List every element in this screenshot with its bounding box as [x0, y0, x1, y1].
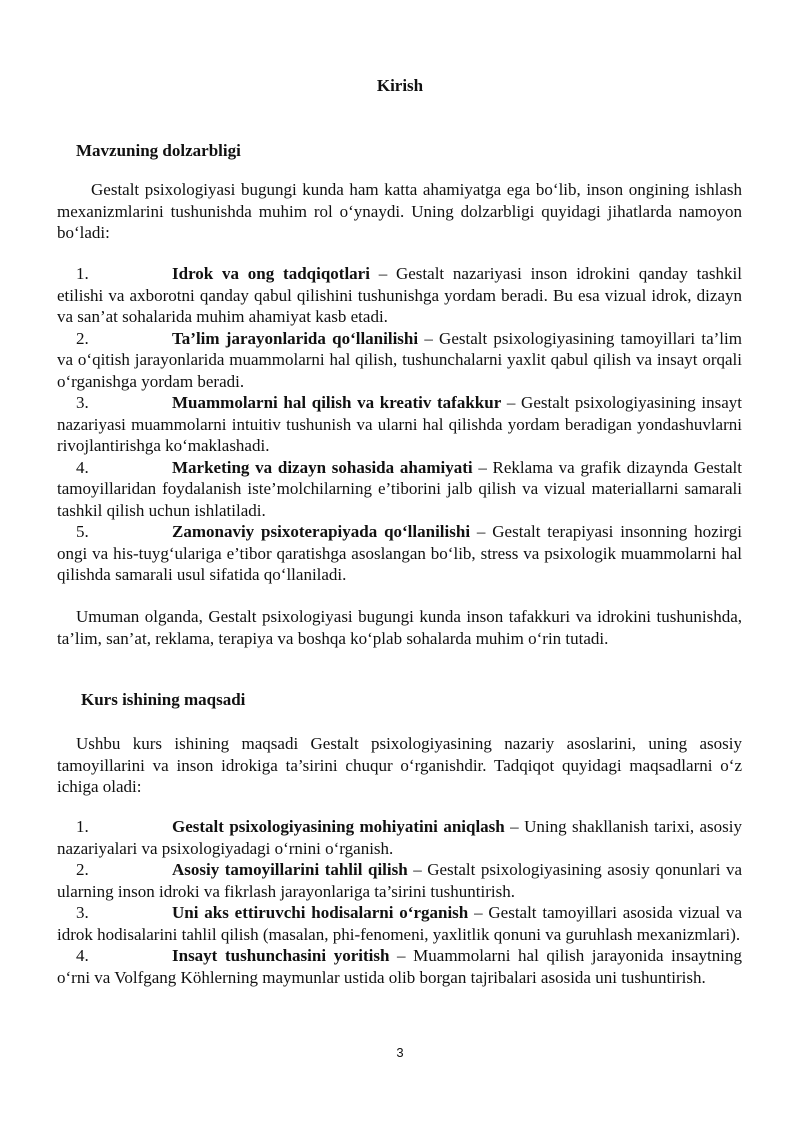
- list-item: [57, 521, 742, 586]
- list-item-text: – Gestalt psixologiyasining tamoyillari ta’lim va o‘qitish jarayonlarida muammolarni hal qilish, tushunchalarni yaxlit qabul qilish va insayt orqali o‘rganishga yordam beradi.: [57, 328, 742, 391]
- list-item: [57, 328, 742, 393]
- relevance-conclusion-paragraph: Umuman olganda, Gestalt psixologiyasi bugungi kunda inson tafakkuri va idrokini tushunishda, ta’lim, san’at, reklama, terapiya va boshqa ko‘plab sohalarda muhim o‘rin tutadi.: [57, 607, 742, 648]
- goal-intro-paragraph: Ushbu kurs ishining maqsadi Gestalt psixologiyasining nazariy asoslarini, uning asosiy tamoyillarini va inson idrokiga ta’sirini chuqur o‘rganishdir. Tadqiqot quyidagi maqsadlarni o‘z ichiga oladi:: [57, 734, 742, 796]
- list-item-bold: Muammolarni hal qilish va kreativ tafakkur: [172, 393, 502, 412]
- list-item-text: – Reklama va grafik dizaynda Gestalt tamoyillaridan foydalanish iste’molchilarning e’tiborini jalb qilish va vizual materiallarni samarali tashkil qilish uchun ishlatiladi.: [57, 457, 742, 520]
- list-item-number: 1.: [76, 264, 89, 283]
- goal-list: [57, 816, 742, 988]
- list-item-number: 4.: [76, 946, 89, 965]
- relevance-list: [57, 263, 742, 586]
- relevance-intro-paragraph: Gestalt psixologiyasi bugungi kunda ham katta ahamiyatga ega bo‘lib, inson ongining ishlash mexanizmlarini tushunishda muhim rol o‘ynaydi. Uning dolzarbligi quyidagi jihatlarda namoyon bo‘ladi:: [57, 180, 742, 242]
- list-item-number: 2.: [76, 328, 89, 348]
- list-item-number: 4.: [76, 457, 89, 477]
- list-item-text: – Gestalt tamoyillari asosida vizual va idrok hodisalarini tahlil qilish (masalan, phi-fenomeni, yaxlitlik qonuni va guruhlash mexanizmlari).: [57, 903, 742, 944]
- list-item-number: 5.: [76, 522, 89, 541]
- list-item-bold: Asosiy tamoyillarini tahlil qilish: [172, 860, 408, 879]
- list-item: [57, 392, 742, 457]
- list-item-number: 3.: [76, 393, 89, 412]
- list-item: [57, 457, 742, 522]
- list-item-bold: Uni aks ettiruvchi hodisalarni o‘rganish: [172, 903, 469, 922]
- list-item-text: – Gestalt psixologiyasining asosiy qonunlari va ularning inson idroki va fikrlash jarayonlariga ta’sirini tushuntirish.: [57, 860, 742, 901]
- list-item-number: 2.: [76, 860, 89, 879]
- list-item-number: 1.: [76, 817, 89, 836]
- section-heading-goal: Kurs ishining maqsadi: [81, 690, 246, 709]
- list-item-text: – Gestalt psixologiyasining insayt nazariyasi muammolarni intuitiv tushunish va ularni hal qilishda yordam beradigan yondashuvlarni rivojlantirishga ko‘maklashadi.: [57, 393, 743, 455]
- list-item: [57, 263, 742, 328]
- list-item: [57, 816, 742, 859]
- list-item-bold: Ta’lim jarayonlarida qo‘llanilishi: [172, 328, 419, 348]
- list-item: [57, 902, 742, 945]
- section-heading-relevance: Mavzuning dolzarbligi: [76, 141, 241, 160]
- page-number: 3: [396, 1045, 404, 1060]
- list-item-bold: Gestalt psixologiyasining mohiyatini aniqlash: [172, 817, 505, 836]
- list-item-bold: Insayt tushunchasini yoritish: [172, 946, 390, 965]
- list-item-bold: Marketing va dizayn sohasida ahamiyati: [172, 457, 473, 477]
- page-title: Kirish: [376, 76, 424, 95]
- list-item-text: – Gestalt nazariyasi inson idrokini qanday tashkil etilishi va axborotni qanday qabul qilishini tushunishga yordam beradi. Bu esa vizual idrok, dizayn va san’at sohalarida muhim ahamiyat kasb etadi.: [57, 264, 742, 326]
- list-item-text: – Muammolarni hal qilish jarayonida insaytning o‘rni va Volfgang Köhlerning maymunlar ustida olib borgan tajribalari asosida uni tushuntirish.: [57, 946, 743, 987]
- list-item-bold: Zamonaviy psixoterapiyada qo‘llanilishi: [172, 522, 471, 541]
- list-item-text: – Uning shakllanish tarixi, asosiy nazariyalari va psixologiyadagi o‘rnini o‘rganish.: [57, 817, 742, 858]
- list-item: [57, 859, 742, 902]
- list-item-text: – Gestalt terapiyasi insonning hozirgi ongi va his-tuyg‘ulariga e’tibor qaratishga asoslangan bo‘lib, stress va psixologik muammolarni hal qilishda samarali usul sifatida qo‘llaniladi.: [57, 522, 742, 584]
- list-item-number: 3.: [76, 903, 89, 922]
- list-item-bold: Idrok va ong tadqiqotlari: [172, 264, 370, 283]
- list-item: [57, 945, 742, 988]
